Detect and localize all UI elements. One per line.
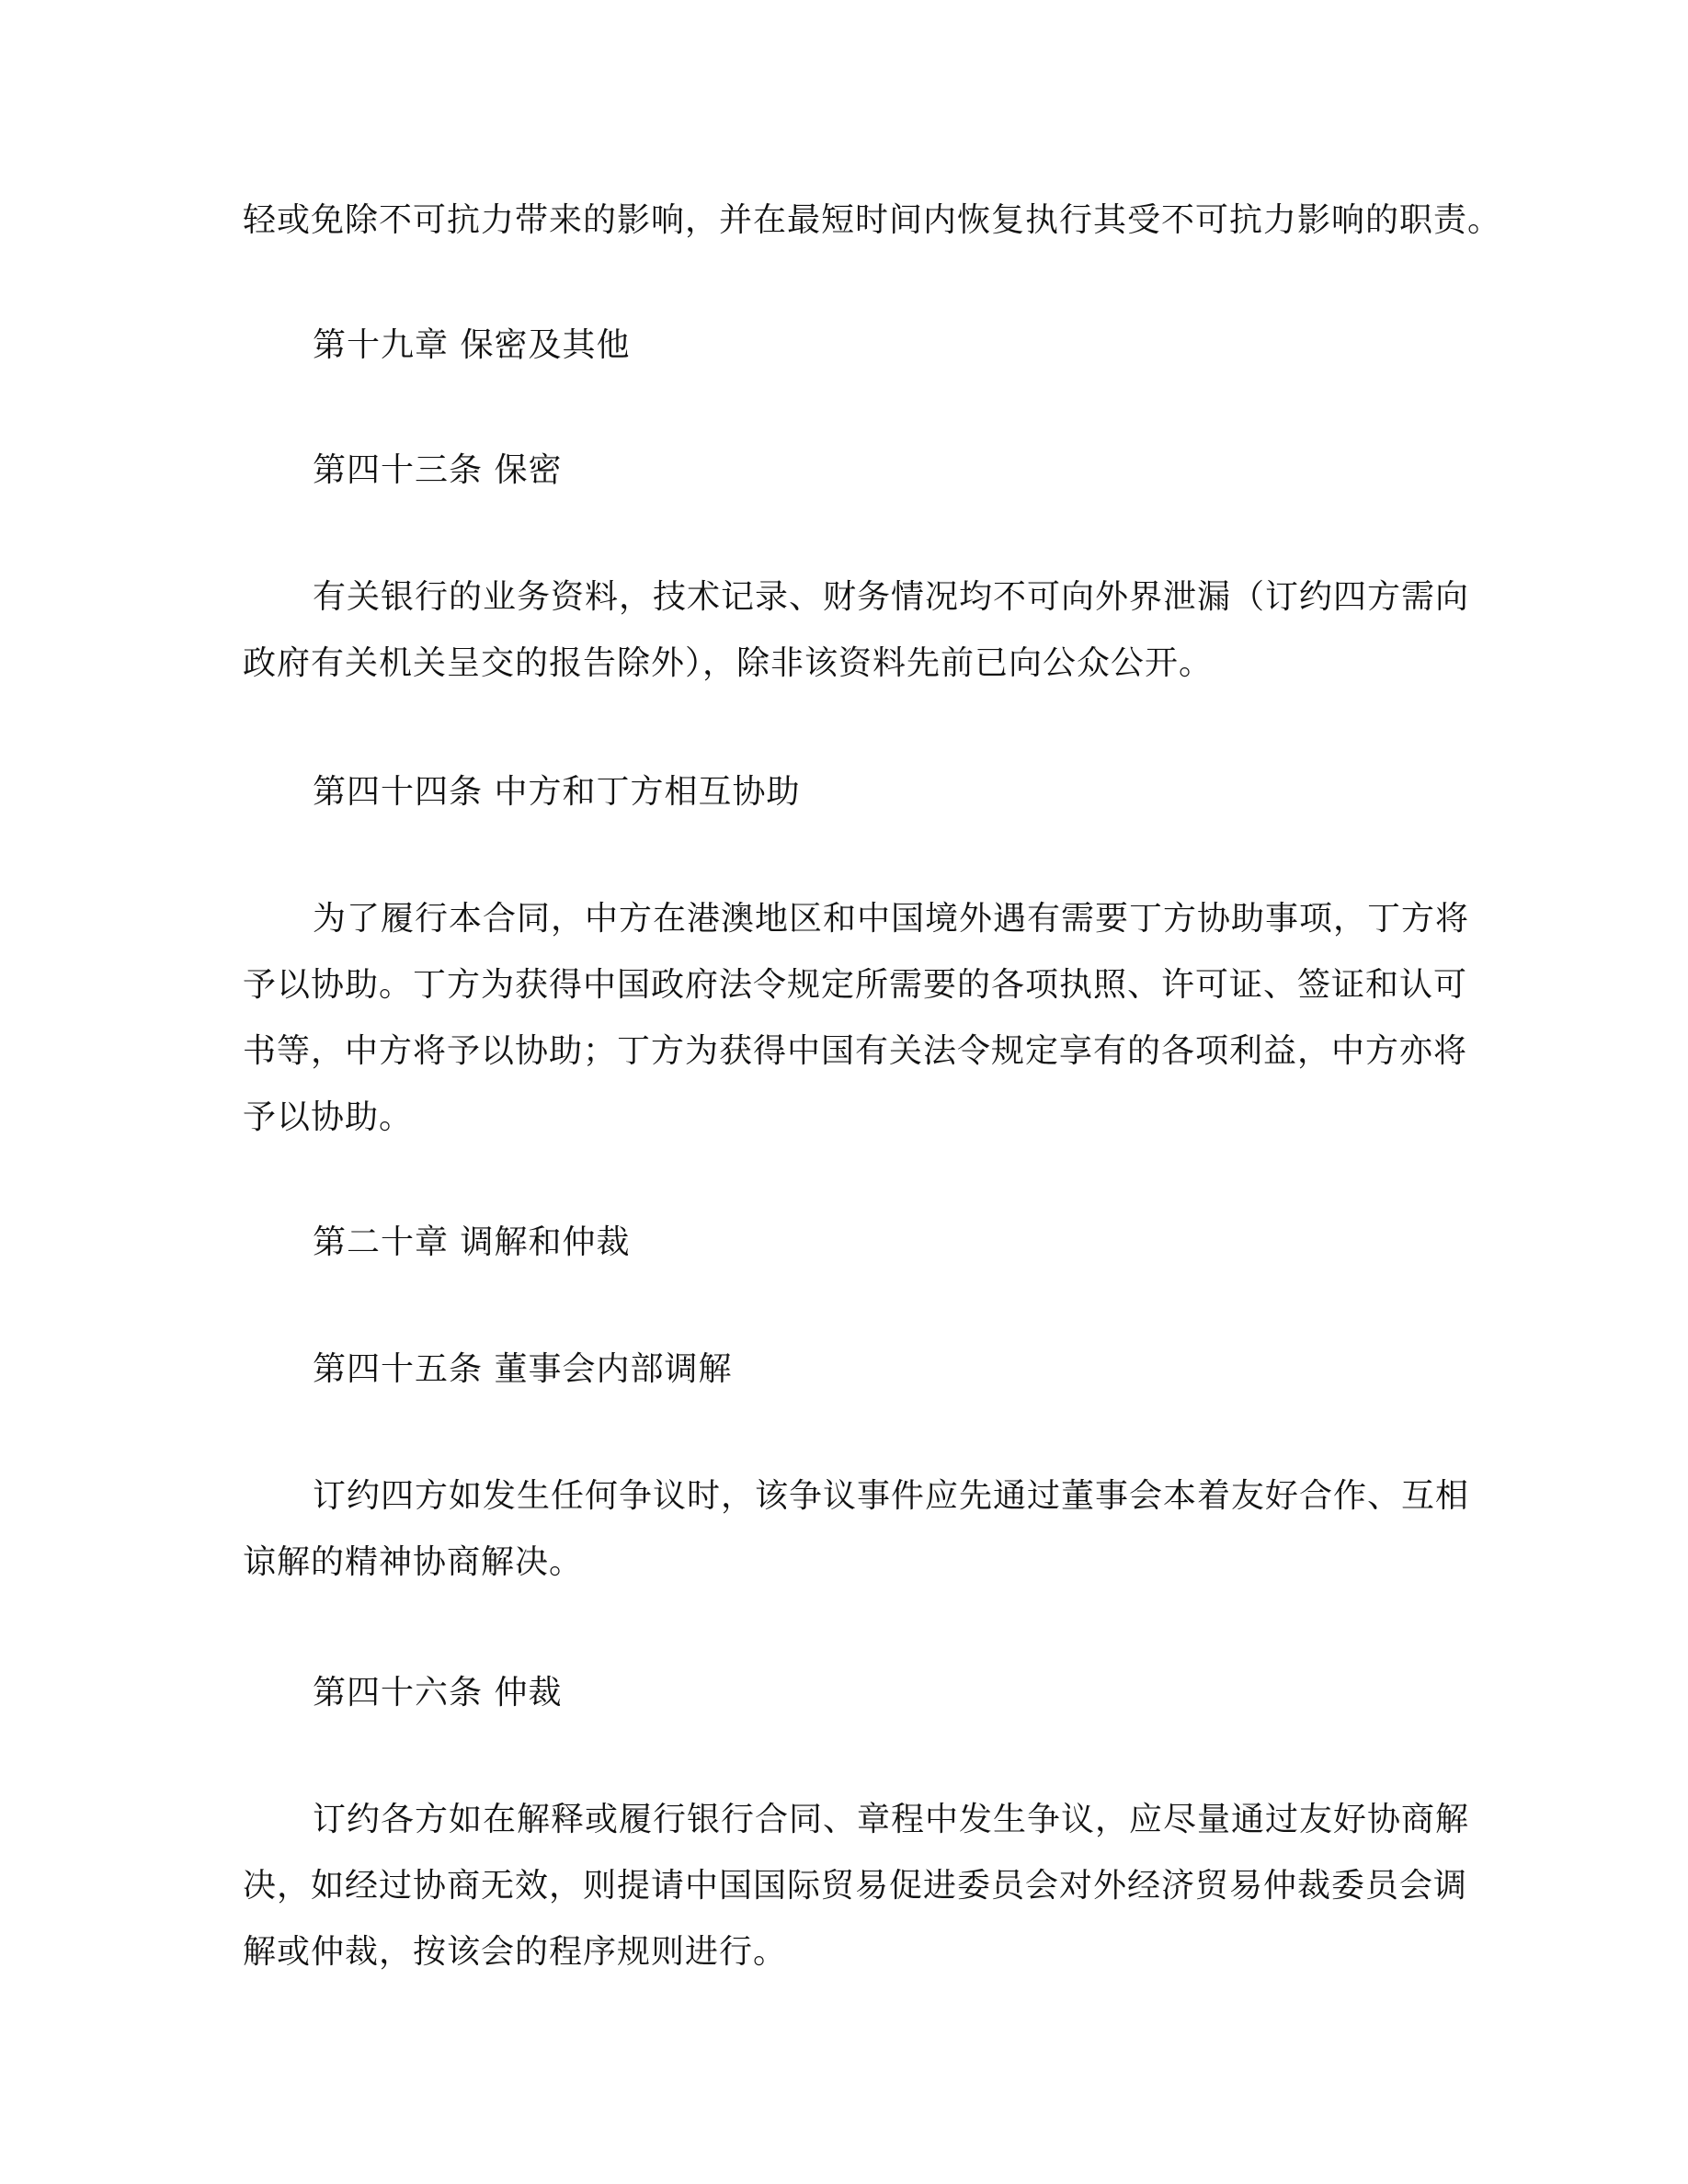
article-title: 第四十三条 保密 [313,451,563,489]
text-line: 解或仲裁，按该会的程序规则进行。 [243,1933,788,1971]
text-line: 订约各方如在解释或履行银行合同、章程中发生争议，应尽量通过友好协商解 [313,1801,1470,1838]
chapter-20-heading [243,1210,1438,1276]
article-46-body [243,1787,1470,1985]
text-line: 政府有关机关呈交的报告除外），除非该资料先前已向公众公开。 [243,644,1214,682]
article-44-body [243,886,1470,1151]
article-45-heading [243,1337,1438,1403]
article-title: 第四十四条 中方和丁方相互协助 [313,773,801,811]
text-line: 谅解的精神协商解决。 [243,1543,584,1581]
paragraph-force-majeure-continuation [243,188,1502,254]
chapter-title: 第二十章 调解和仲裁 [313,1223,631,1261]
article-title: 第四十五条 董事会内部调解 [313,1350,733,1388]
text-line: 轻或免除不可抗力带来的影响，并在最短时间内恢复执行其受不可抗力影响的职责。 [243,201,1502,239]
text-line: 有关银行的业务资料，技术记录、财务情况均不可向外界泄漏（订约四方需向 [313,578,1470,616]
chapter-title: 第十九章 保密及其他 [313,326,631,364]
chapter-19-heading [243,313,1438,379]
text-line: 书等，中方将予以协助；丁方为获得中国有关法令规定享有的各项利益，中方亦将 [243,1032,1468,1070]
article-44-heading [243,759,1438,825]
article-title: 第四十六条 仲裁 [313,1674,563,1712]
text-line: 予以协助。丁方为获得中国政府法令规定所需要的各项执照、许可证、签证和认可 [243,966,1468,1004]
article-46-heading [243,1660,1438,1726]
text-line: 予以协助。 [243,1098,414,1136]
article-43-body [243,564,1470,697]
article-45-body [243,1463,1470,1596]
text-line: 为了履行本合同，中方在港澳地区和中国境外遇有需要丁方协助事项，丁方将 [313,900,1470,938]
text-line: 订约四方如发生任何争议时，该争议事件应先通过董事会本着友好合作、互相 [313,1477,1470,1515]
article-43-heading [243,438,1438,504]
text-line: 决，如经过协商无效，则提请中国国际贸易促进委员会对外经济贸易仲裁委员会调 [243,1867,1468,1905]
